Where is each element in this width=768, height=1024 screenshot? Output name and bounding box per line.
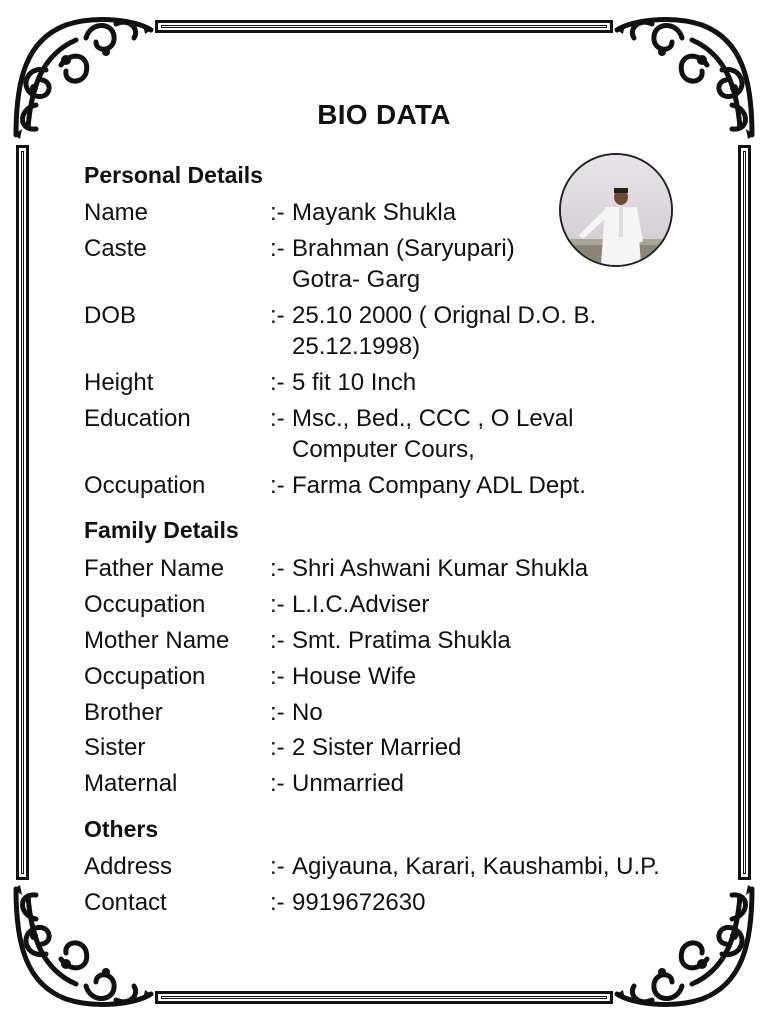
field-label: Sister <box>84 734 146 761</box>
frame-bottom-bar <box>155 991 613 1004</box>
person-icon <box>561 155 671 265</box>
frame-right-bar <box>738 145 751 880</box>
field-label: Father Name <box>84 555 225 582</box>
field-separator: :- <box>270 627 285 654</box>
field-separator: :- <box>270 302 285 329</box>
field-separator: :- <box>270 663 285 690</box>
field-separator: :- <box>270 369 285 396</box>
field-separator: :- <box>270 591 285 618</box>
frame-left-bar <box>16 145 29 880</box>
field-label: Occupation <box>84 472 206 499</box>
field-value: Mayank Shukla <box>292 199 457 226</box>
field-value-line2: Gotra- Garg <box>292 266 421 293</box>
section-heading-personal: Personal Details <box>84 162 263 188</box>
field-value: Agiyauna, Karari, Kaushambi, U.P. <box>292 853 660 880</box>
section-heading-family: Family Details <box>84 517 239 543</box>
corner-ornament-bottom-right <box>612 884 762 1014</box>
page-title: BIO DATA <box>317 99 451 130</box>
field-separator: :- <box>270 405 285 432</box>
field-label: Mother Name <box>84 627 230 654</box>
field-separator: :- <box>270 555 285 582</box>
field-value: Shri Ashwani Kumar Shukla <box>292 555 589 582</box>
frame-top-bar <box>155 20 613 33</box>
field-value: Farma Company ADL Dept. <box>292 472 586 499</box>
field-label: Caste <box>84 235 147 262</box>
field-value-line2: Computer Cours, <box>292 436 475 463</box>
field-label: Address <box>84 853 173 880</box>
field-separator: :- <box>270 699 285 726</box>
section-heading-others: Others <box>84 816 159 842</box>
field-separator: :- <box>270 853 285 880</box>
field-label: Brother <box>84 699 163 726</box>
field-value: House Wife <box>292 663 417 690</box>
field-value: 9919672630 <box>292 889 426 916</box>
field-label: Contact <box>84 889 167 916</box>
field-value: 2 Sister Married <box>292 734 462 761</box>
field-value: 5 fit 10 Inch <box>292 369 417 396</box>
profile-photo <box>559 153 673 267</box>
field-separator: :- <box>270 889 285 916</box>
field-label: Name <box>84 199 149 226</box>
field-value: No <box>292 699 323 726</box>
field-value: Smt. Pratima Shukla <box>292 627 511 654</box>
field-separator: :- <box>270 734 285 761</box>
field-label: Education <box>84 405 191 432</box>
field-value: Unmarried <box>292 770 405 797</box>
field-label: DOB <box>84 302 137 329</box>
field-value-line2: 25.12.1998) <box>292 333 421 360</box>
field-separator: :- <box>270 770 285 797</box>
field-value: Brahman (Saryupari) <box>292 235 515 262</box>
field-value: Msc., Bed., CCC , O Leval <box>292 405 574 432</box>
field-separator: :- <box>270 235 285 262</box>
field-value: L.I.C.Adviser <box>292 591 430 618</box>
field-label: Height <box>84 369 154 396</box>
field-separator: :- <box>270 199 285 226</box>
field-label: Occupation <box>84 663 206 690</box>
field-label: Maternal <box>84 770 178 797</box>
field-separator: :- <box>270 472 285 499</box>
field-label: Occupation <box>84 591 206 618</box>
field-value: 25.10 2000 ( Orignal D.O. B. <box>292 302 597 329</box>
